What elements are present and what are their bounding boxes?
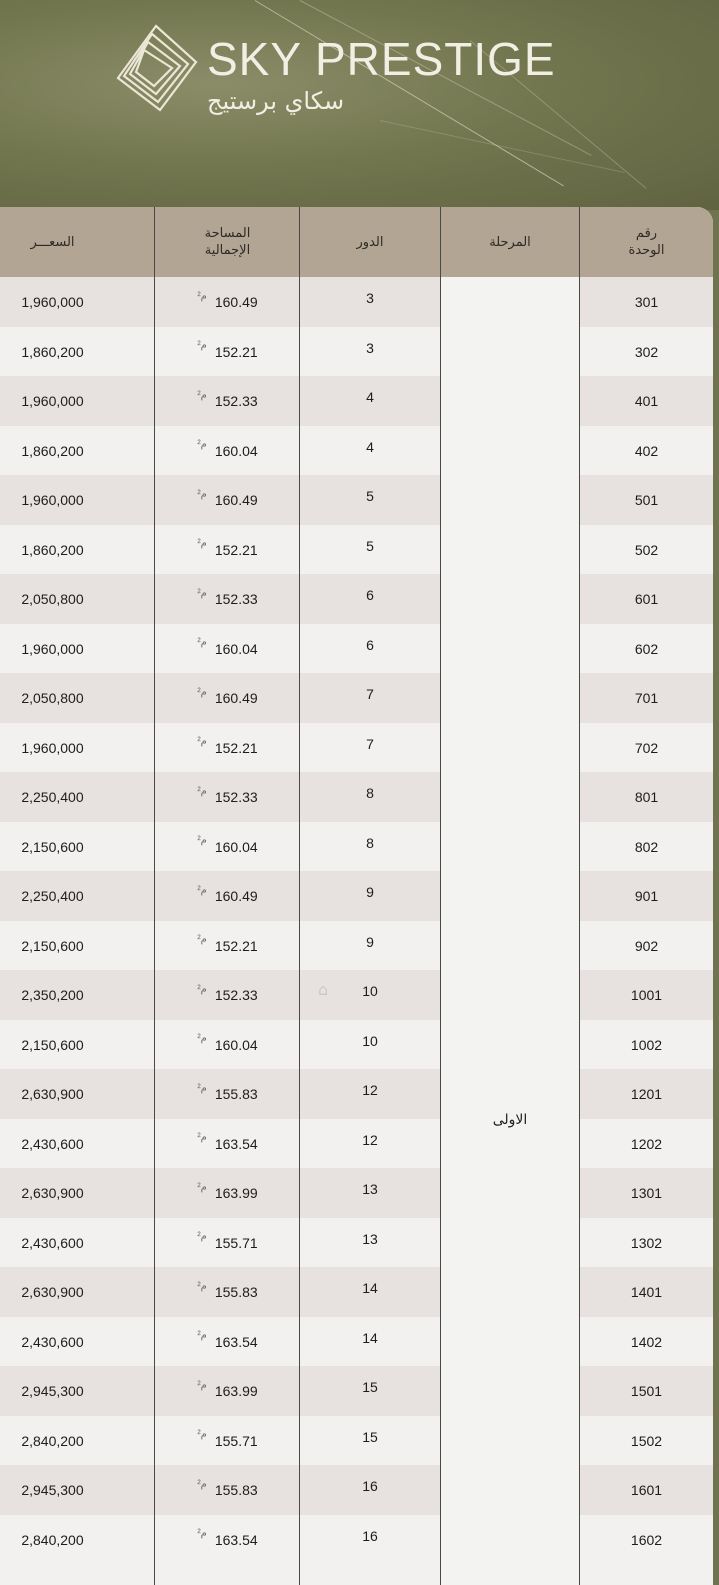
unit-number: 1502 xyxy=(630,1432,663,1449)
price-value: 2,150,600 xyxy=(21,838,84,855)
table-row xyxy=(0,1465,713,1515)
area-cell xyxy=(155,376,300,426)
price-value: 2,630,900 xyxy=(21,1185,84,1201)
price-value: 2,250,400 xyxy=(21,789,84,805)
area-unit: م² xyxy=(197,1429,207,1440)
unit-number: 1402 xyxy=(630,1333,663,1350)
area-cell xyxy=(155,624,300,674)
column-divider xyxy=(299,207,300,1585)
table-row xyxy=(0,1267,713,1317)
floor-number: 14 xyxy=(362,1329,378,1346)
area-cell xyxy=(155,1465,300,1515)
price-value: 2,840,200 xyxy=(21,1531,84,1548)
area-value: 152.21 xyxy=(214,739,258,756)
header-phase: المرحلة xyxy=(489,234,531,250)
floor-number: 4 xyxy=(366,438,374,455)
area-cell xyxy=(155,475,300,525)
price-value: 2,840,200 xyxy=(21,1432,84,1449)
price-value: 2,945,300 xyxy=(21,1383,84,1399)
area-unit: م² xyxy=(197,983,207,995)
area-unit: م² xyxy=(197,290,207,302)
floor-number: 7 xyxy=(366,735,374,752)
table-row xyxy=(0,1515,713,1565)
unit-number: 601 xyxy=(634,591,659,607)
price-table xyxy=(0,207,713,1585)
area-value: 155.83 xyxy=(214,1284,258,1300)
floor-number: 8 xyxy=(366,785,374,801)
area-unit: م² xyxy=(197,538,207,549)
floor-number: 6 xyxy=(366,636,374,653)
table-row xyxy=(0,1416,713,1466)
price-value: 2,430,600 xyxy=(21,1333,84,1350)
area-unit: م² xyxy=(197,1082,207,1094)
unit-number: 1602 xyxy=(630,1531,663,1548)
area-value: 155.83 xyxy=(214,1086,258,1102)
area-cell xyxy=(155,1366,300,1416)
area-cell xyxy=(155,426,300,476)
area-unit: م² xyxy=(197,686,207,698)
price-value: 1,860,200 xyxy=(21,541,84,558)
price-value: 1,960,000 xyxy=(21,393,84,409)
area-unit: م² xyxy=(197,1379,207,1391)
area-unit: م² xyxy=(197,637,207,648)
unit-number: 501 xyxy=(634,492,659,508)
floor-number: 13 xyxy=(362,1230,378,1247)
area-value: 160.04 xyxy=(214,1036,258,1053)
area-value: 163.99 xyxy=(214,1185,258,1201)
area-cell xyxy=(155,1218,300,1268)
area-value: 163.54 xyxy=(214,1531,258,1548)
unit-number: 901 xyxy=(634,888,659,904)
table-row xyxy=(0,475,713,525)
table-row xyxy=(0,376,713,426)
table-row xyxy=(0,1366,713,1416)
unit-number: 801 xyxy=(634,789,659,805)
table-row xyxy=(0,970,713,1020)
area-unit: م² xyxy=(197,1181,207,1193)
unit-number: 1601 xyxy=(630,1482,663,1498)
unit-number: 401 xyxy=(634,393,659,409)
area-unit: م² xyxy=(197,1033,207,1044)
floor-number: 5 xyxy=(366,488,374,504)
floor-number: 9 xyxy=(366,933,374,950)
area-unit: م² xyxy=(197,1528,207,1539)
unit-number: 1201 xyxy=(630,1086,663,1102)
floor-number: 7 xyxy=(366,686,374,702)
price-value: 1,960,000 xyxy=(21,492,84,508)
area-cell xyxy=(155,673,300,723)
area-cell xyxy=(155,1020,300,1070)
area-value: 152.33 xyxy=(214,987,258,1003)
unit-number: 1001 xyxy=(630,987,663,1003)
floor-number: 9 xyxy=(366,884,374,900)
price-value: 1,860,200 xyxy=(21,442,84,459)
area-cell xyxy=(155,1267,300,1317)
area-value: 152.21 xyxy=(214,541,258,558)
area-value: 155.83 xyxy=(214,1482,258,1498)
unit-number: 1301 xyxy=(630,1185,663,1201)
table-row xyxy=(0,772,713,822)
table-row xyxy=(0,822,713,872)
price-value: 2,150,600 xyxy=(21,1036,84,1053)
brand-name-ar: سكاي برستيج xyxy=(207,87,345,115)
table-row xyxy=(0,1119,713,1169)
unit-number: 602 xyxy=(634,640,659,657)
unit-number: 902 xyxy=(634,937,659,954)
area-cell xyxy=(155,1168,300,1218)
brand-name-en: SKY PRESTIGE xyxy=(207,33,556,85)
area-unit: م² xyxy=(197,488,207,500)
unit-number: 302 xyxy=(634,343,659,360)
area-cell xyxy=(155,1317,300,1367)
unit-number: 701 xyxy=(634,690,659,706)
column-divider xyxy=(579,207,580,1585)
floor-number: 16 xyxy=(362,1478,378,1494)
area-value: 152.33 xyxy=(214,591,258,607)
area-cell xyxy=(155,921,300,971)
area-cell xyxy=(155,1416,300,1466)
area-value: 152.33 xyxy=(214,393,258,409)
area-cell xyxy=(155,871,300,921)
hero-banner xyxy=(0,0,719,210)
unit-number: 1202 xyxy=(630,1135,663,1152)
price-value: 2,150,600 xyxy=(21,937,84,954)
area-unit: م² xyxy=(197,389,207,401)
price-value: 1,960,000 xyxy=(21,294,84,310)
header-area: المساحة الإجمالية xyxy=(204,226,251,258)
floor-number: 16 xyxy=(362,1527,378,1544)
unit-number: 301 xyxy=(634,294,659,310)
area-value: 152.33 xyxy=(214,789,258,805)
table-row xyxy=(0,723,713,773)
table-header xyxy=(0,207,713,277)
table-row xyxy=(0,624,713,674)
header-price: السعـــر xyxy=(30,234,75,250)
area-unit: م² xyxy=(197,1132,207,1143)
column-divider xyxy=(154,207,155,1585)
table-row xyxy=(0,277,713,327)
unit-number: 1401 xyxy=(630,1284,663,1300)
area-cell xyxy=(155,1069,300,1119)
unit-number: 502 xyxy=(634,541,659,558)
floor-number: 15 xyxy=(362,1428,378,1445)
area-value: 160.04 xyxy=(214,838,258,855)
column-divider xyxy=(440,207,441,1585)
area-unit: م² xyxy=(197,884,207,896)
price-value: 2,630,900 xyxy=(21,1284,84,1300)
floor-number: 5 xyxy=(366,537,374,554)
floor-number: 6 xyxy=(366,587,374,603)
area-cell xyxy=(155,772,300,822)
price-value: 1,960,000 xyxy=(21,640,84,657)
header-unit: رقم الوحدة xyxy=(628,226,665,258)
area-cell xyxy=(155,327,300,377)
floor-number: 12 xyxy=(362,1131,378,1148)
area-unit: م² xyxy=(197,1231,207,1242)
table-row xyxy=(0,327,713,377)
area-unit: م² xyxy=(197,587,207,599)
area-unit: م² xyxy=(197,1478,207,1490)
price-value: 2,430,600 xyxy=(21,1234,84,1251)
brand-logo-icon xyxy=(112,22,200,114)
area-value: 160.49 xyxy=(214,690,258,706)
area-value: 152.21 xyxy=(214,937,258,954)
unit-number: 402 xyxy=(634,442,659,459)
price-value: 1,960,000 xyxy=(21,739,84,756)
area-cell xyxy=(155,723,300,773)
area-unit: م² xyxy=(197,1330,207,1341)
area-value: 160.04 xyxy=(214,442,258,459)
unit-number: 1002 xyxy=(630,1036,663,1053)
floor-number: 4 xyxy=(366,389,374,405)
unit-number: 702 xyxy=(634,739,659,756)
price-value: 2,250,400 xyxy=(21,888,84,904)
decorative-streak xyxy=(380,120,625,173)
table-row xyxy=(0,1020,713,1070)
area-cell xyxy=(155,574,300,624)
area-unit: م² xyxy=(197,934,207,945)
area-cell xyxy=(155,970,300,1020)
area-value: 160.04 xyxy=(214,640,258,657)
area-unit: م² xyxy=(197,785,207,797)
area-value: 163.54 xyxy=(214,1333,258,1350)
area-value: 160.49 xyxy=(214,888,258,904)
floor-number: 10 xyxy=(362,983,378,999)
area-unit: م² xyxy=(197,439,207,450)
floor-number: 3 xyxy=(366,290,374,306)
floor-number: 13 xyxy=(362,1181,378,1197)
table-row xyxy=(0,921,713,971)
area-value: 152.21 xyxy=(214,343,258,360)
unit-number: 802 xyxy=(634,838,659,855)
area-cell xyxy=(155,277,300,327)
area-unit: م² xyxy=(197,736,207,747)
price-value: 2,945,300 xyxy=(21,1482,84,1498)
phase-cell: الاولى xyxy=(492,1112,528,1128)
area-value: 163.99 xyxy=(214,1383,258,1399)
price-value: 2,430,600 xyxy=(21,1135,84,1152)
area-cell xyxy=(155,1119,300,1169)
area-cell xyxy=(155,822,300,872)
price-value: 2,050,800 xyxy=(21,690,84,706)
area-value: 160.49 xyxy=(214,492,258,508)
header-floor: الدور xyxy=(356,234,384,250)
price-value: 2,350,200 xyxy=(21,987,84,1003)
floor-number: 10 xyxy=(362,1032,378,1049)
table-row xyxy=(0,426,713,476)
unit-number: 1302 xyxy=(630,1234,663,1251)
table-row xyxy=(0,525,713,575)
area-unit: م² xyxy=(197,1280,207,1292)
table-row xyxy=(0,1218,713,1268)
area-value: 163.54 xyxy=(214,1135,258,1152)
floor-number: 14 xyxy=(362,1280,378,1296)
phase-column xyxy=(441,277,579,1585)
table-row xyxy=(0,1069,713,1119)
unit-number: 1501 xyxy=(630,1383,663,1399)
area-value: 155.71 xyxy=(214,1432,258,1449)
area-value: 160.49 xyxy=(214,294,258,310)
price-value: 2,630,900 xyxy=(21,1086,84,1102)
table-row xyxy=(0,871,713,921)
floor-number: 3 xyxy=(366,339,374,356)
area-unit: م² xyxy=(197,835,207,846)
table-row xyxy=(0,574,713,624)
area-unit: م² xyxy=(197,340,207,351)
floor-number: 15 xyxy=(362,1379,378,1395)
area-value: 155.71 xyxy=(214,1234,258,1251)
price-value: 2,050,800 xyxy=(21,591,84,607)
price-value: 1,860,200 xyxy=(21,343,84,360)
table-row xyxy=(0,673,713,723)
area-cell xyxy=(155,1515,300,1565)
watermark-icon: ⌂ xyxy=(318,980,329,999)
table-row xyxy=(0,1317,713,1367)
floor-number: 8 xyxy=(366,834,374,851)
floor-number: 12 xyxy=(362,1082,378,1098)
area-cell xyxy=(155,525,300,575)
table-row xyxy=(0,1168,713,1218)
